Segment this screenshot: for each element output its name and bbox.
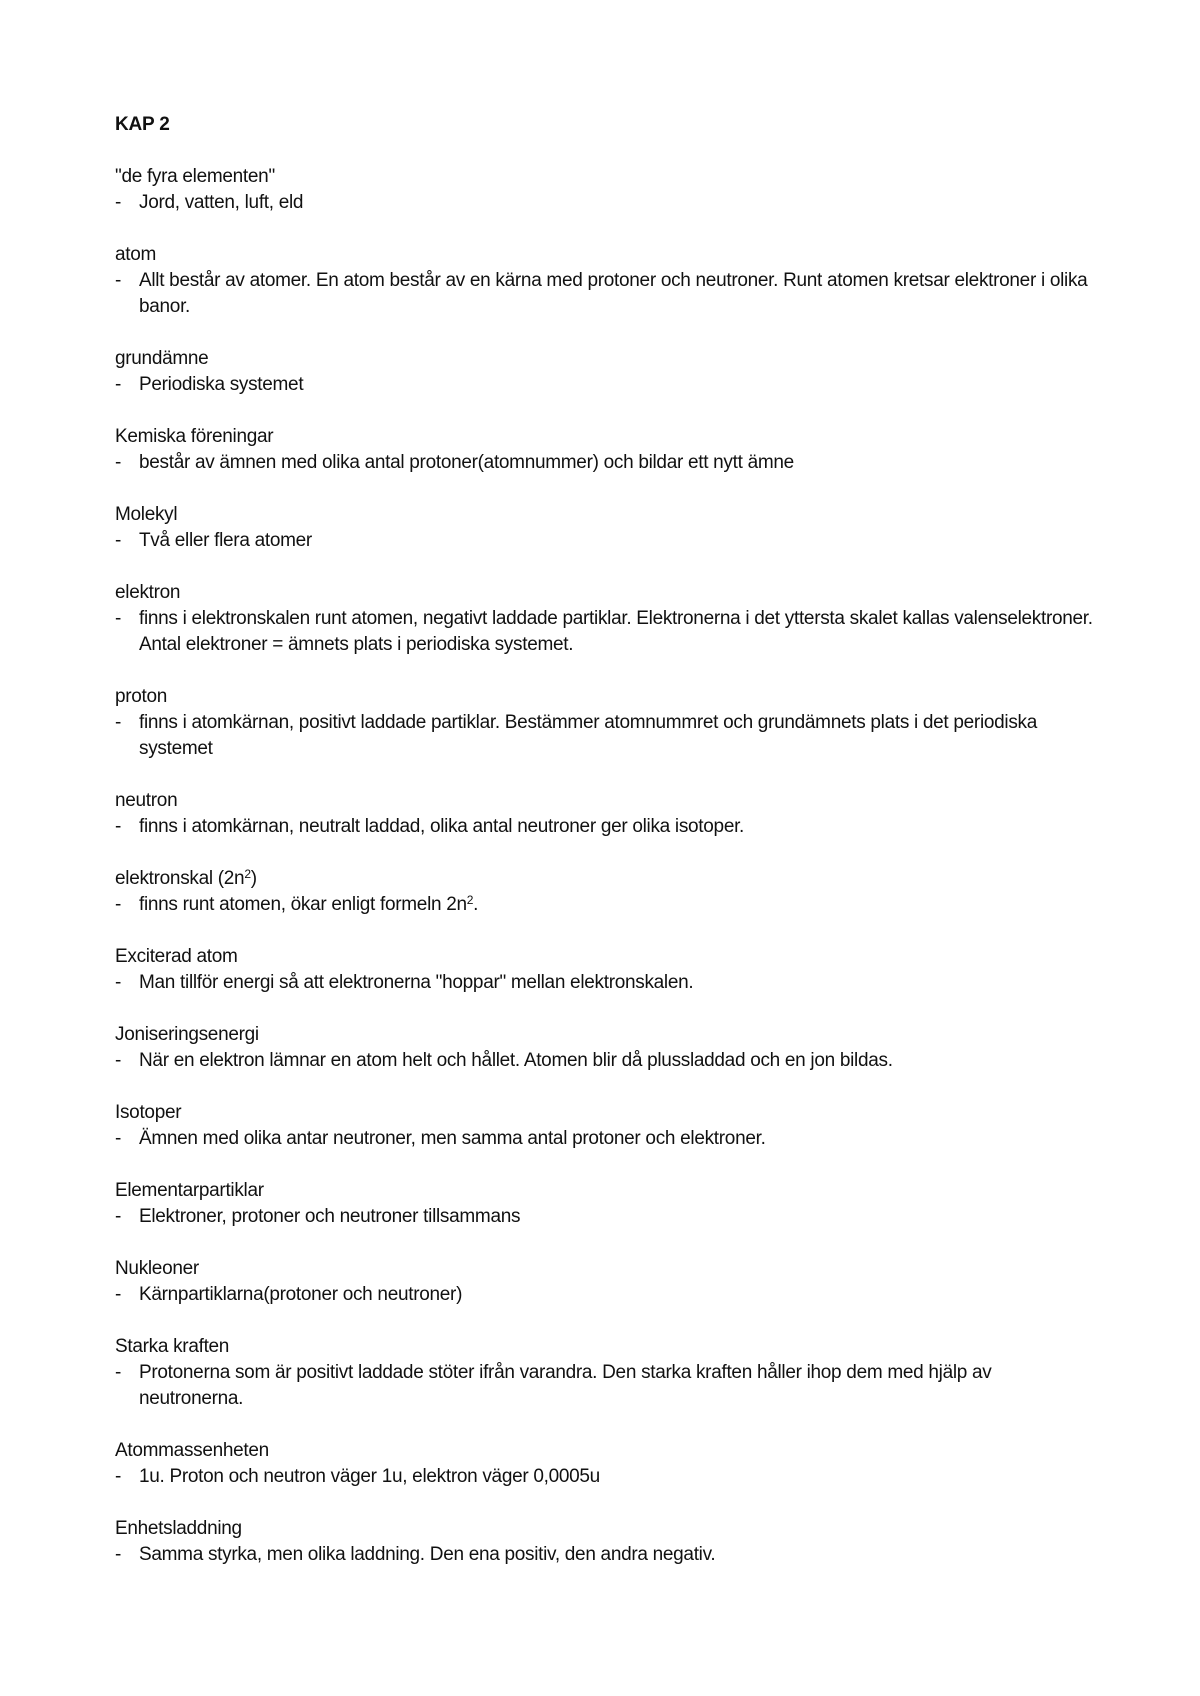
entry-atom [115, 242, 1095, 320]
bullet-dash: - [115, 894, 122, 915]
entry-definition [115, 1542, 1095, 1568]
entry-term: Enhetsladdning [115, 1518, 242, 1539]
entry-joniseringsenergi [115, 1022, 1095, 1074]
bullet-dash: - [115, 1050, 122, 1071]
entry-nukleoner [115, 1256, 1095, 1308]
document-page [115, 112, 1095, 1594]
entry-definition [115, 710, 1095, 762]
entry-grundamne [115, 346, 1095, 398]
entry-starka-kraften [115, 1334, 1095, 1412]
bullet-dash: - [115, 816, 122, 837]
bullet-dash: - [115, 608, 122, 629]
entry-term: Kemiska föreningar [115, 426, 274, 447]
entry-isotoper [115, 1100, 1095, 1152]
definition-text: Protonerna som är positivt laddade stöter ifrån varandra. Den starka kraften håller ihop dem med hjälp av neutronerna. [139, 1362, 992, 1409]
definition-text: . [473, 894, 479, 915]
entry-term [115, 866, 1095, 892]
definition-text: 1u. Proton och neutron väger 1u, elektron väger 0,0005u [139, 1466, 600, 1487]
bullet-dash: - [115, 1544, 122, 1565]
entry-kemiska-foreningar [115, 424, 1095, 476]
entry-term: Nukleoner [115, 1258, 199, 1279]
entry-definition [115, 450, 1095, 476]
bullet-dash: - [115, 1284, 122, 1305]
bullet-dash: - [115, 530, 122, 551]
entry-term: Starka kraften [115, 1336, 230, 1357]
chapter-title: KAP 2 [115, 114, 170, 135]
entry-term: neutron [115, 790, 178, 811]
entry-de-fyra-elementen [115, 164, 1095, 216]
definition-text: finns runt atomen, ökar enligt formeln 2n [139, 894, 467, 915]
entry-enhetsladdning [115, 1516, 1095, 1568]
definition-text: Allt består av atomer. En atom består av en kärna med protoner och neutroner. Runt atomen kretsar elektroner i olika banor. [139, 270, 1088, 317]
entry-definition [115, 528, 1095, 554]
entry-term: "de fyra elementen" [115, 166, 275, 187]
entry-definition [115, 1360, 1095, 1412]
definition-text: Ämnen med olika antar neutroner, men samma antal protoner och elektroner. [139, 1128, 766, 1149]
definition-text: Två eller flera atomer [139, 530, 312, 551]
entry-definition [115, 970, 1095, 996]
entry-elementarpartiklar [115, 1178, 1095, 1230]
superscript: 2 [466, 893, 474, 907]
bullet-dash: - [115, 270, 122, 291]
entry-molekyl [115, 502, 1095, 554]
entry-definition [115, 814, 1095, 840]
entry-term: proton [115, 686, 168, 707]
entry-elektron [115, 580, 1095, 658]
definition-text: finns i atomkärnan, neutralt laddad, olika antal neutroner ger olika isotoper. [139, 816, 745, 837]
bullet-dash: - [115, 374, 122, 395]
entry-definition [115, 1126, 1095, 1152]
term-text: elektronskal (2n [115, 868, 245, 889]
definition-text: Elektroner, protoner och neutroner tillsammans [139, 1206, 521, 1227]
entry-definition [115, 1282, 1095, 1308]
superscript: 2 [244, 867, 251, 881]
entry-term: Elementarpartiklar [115, 1180, 264, 1201]
entry-definition [115, 372, 1095, 398]
entry-term: atom [115, 244, 157, 265]
entry-definition [115, 268, 1095, 320]
definition-text: Samma styrka, men olika laddning. Den ena positiv, den andra negativ. [139, 1544, 716, 1565]
entry-term: Joniseringsenergi [115, 1024, 259, 1045]
entry-proton [115, 684, 1095, 762]
definition-text: Kärnpartiklarna(protoner och neutroner) [139, 1284, 463, 1305]
bullet-dash: - [115, 452, 122, 473]
entry-definition [115, 1048, 1095, 1074]
entry-exciterad-atom [115, 944, 1095, 996]
definition-text: består av ämnen med olika antal protoner(atomnummer) och bildar ett nytt ämne [139, 452, 794, 473]
definition-text: Man tillför energi så att elektronerna "hoppar" mellan elektronskalen. [139, 972, 694, 993]
entry-term: grundämne [115, 348, 209, 369]
entry-definition [115, 1464, 1095, 1490]
entry-term: Isotoper [115, 1102, 182, 1123]
entry-definition [115, 892, 1095, 918]
entry-term: Exciterad atom [115, 946, 238, 967]
entry-term: Atommassenheten [115, 1440, 269, 1461]
bullet-dash: - [115, 972, 122, 993]
bullet-dash: - [115, 1206, 122, 1227]
term-text: ) [250, 868, 257, 889]
bullet-dash: - [115, 192, 122, 213]
definition-text: finns i atomkärnan, positivt laddade partiklar. Bestämmer atomnummret och grundämnets plats i det periodiska systemet [139, 712, 1037, 759]
entry-definition [115, 190, 1095, 216]
entry-definition [115, 1204, 1095, 1230]
bullet-dash: - [115, 712, 122, 733]
bullet-dash: - [115, 1466, 122, 1487]
bullet-dash: - [115, 1128, 122, 1149]
definition-text: finns i elektronskalen runt atomen, negativt laddade partiklar. Elektronerna i det yttersta skalet kallas valenselektroner. Antal elektroner = ämnets plats i periodiska systemet. [139, 608, 1093, 655]
bullet-dash: - [115, 1362, 122, 1383]
entry-elektronskal [115, 866, 1095, 918]
entry-definition [115, 606, 1095, 658]
entry-neutron [115, 788, 1095, 840]
entry-term: Molekyl [115, 504, 178, 525]
definition-text: Jord, vatten, luft, eld [139, 192, 304, 213]
entry-term: elektron [115, 582, 181, 603]
definition-text: Periodiska systemet [139, 374, 304, 395]
entry-atommassenheten [115, 1438, 1095, 1490]
definition-text: När en elektron lämnar en atom helt och hållet. Atomen blir då plussladdad och en jon bildas. [139, 1050, 893, 1071]
